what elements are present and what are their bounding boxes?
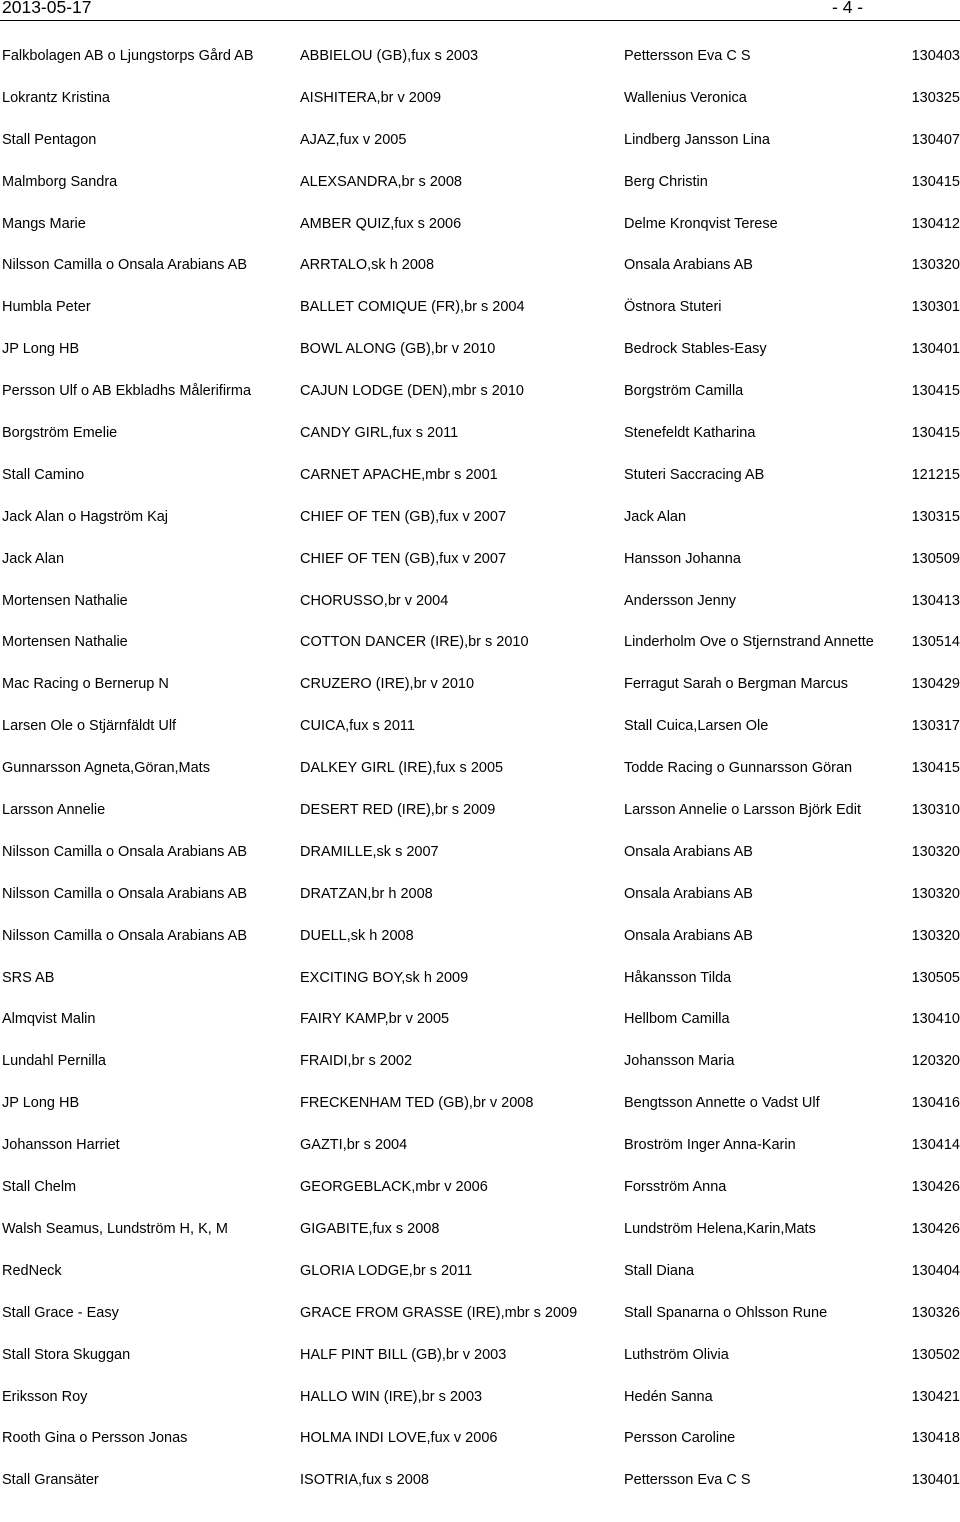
table-row (0, 1011, 960, 1061)
table-row (0, 48, 960, 98)
owner-cell: Nilsson Camilla o Onsala Arabians AB (2, 257, 248, 274)
horse-cell: ISOTRIA,fux s 2008 (300, 1472, 429, 1489)
date-code-cell: 130415 (911, 173, 960, 190)
new-owner-cell: Stuteri Saccracing AB (624, 466, 765, 483)
page-header (0, 0, 960, 21)
horse-cell: DUELL,sk h 2008 (300, 927, 414, 944)
date-code-cell: 130426 (911, 1179, 960, 1196)
owner-cell: Mac Racing o Bernerup N (2, 676, 169, 693)
new-owner-cell: Broström Inger Anna-Karin (624, 1137, 796, 1154)
owner-cell: Stall Camino (2, 466, 85, 483)
date-code-cell: 130320 (911, 257, 960, 274)
date-code-cell: 121215 (911, 466, 960, 483)
owner-cell: Stall Grace - Easy (2, 1304, 119, 1321)
table-row (0, 1220, 960, 1271)
date-code-cell: 130413 (911, 592, 960, 609)
new-owner-cell: Lundström Helena,Karin,Mats (624, 1220, 816, 1237)
horse-cell: CAJUN LODGE (DEN),mbr s 2010 (300, 383, 524, 400)
horse-cell: HALF PINT BILL (GB),br v 2003 (300, 1346, 507, 1363)
owner-cell: Humbla Peter (2, 299, 91, 316)
new-owner-cell: Borgström Camilla (624, 383, 744, 400)
date-code-cell: 130326 (911, 1304, 960, 1321)
date-code-cell: 130315 (911, 508, 960, 525)
owner-cell: Falkbolagen AB o Ljungstorps Gård AB (2, 48, 254, 64)
date-code-cell: 130421 (911, 1388, 960, 1405)
table-row (0, 969, 960, 1020)
horse-cell: DRATZAN,br h 2008 (300, 885, 433, 902)
new-owner-cell: Lindberg Jansson Lina (624, 131, 770, 148)
new-owner-cell: Ferragut Sarah o Bergman Marcus (624, 676, 849, 693)
horse-cell: FRAIDI,br s 2002 (300, 1053, 413, 1070)
new-owner-cell: Wallenius Veronica (624, 89, 747, 106)
horse-cell: DESERT RED (IRE),br s 2009 (300, 802, 496, 819)
table-row (0, 173, 960, 224)
owner-cell: Malmborg Sandra (2, 173, 118, 190)
new-owner-cell: Linderholm Ove o Stjernstrand Annette (624, 634, 874, 651)
owner-cell: Lundahl Pernilla (2, 1053, 106, 1070)
date-code-cell: 130403 (911, 48, 960, 64)
date-code-cell: 120320 (911, 1053, 960, 1070)
horse-cell: CUICA,fux s 2011 (300, 718, 415, 735)
horse-cell: ALEXSANDRA,br s 2008 (300, 173, 462, 190)
new-owner-cell: Bedrock Stables-Easy (624, 341, 767, 358)
owner-cell: Mortensen Nathalie (2, 634, 128, 651)
new-owner-cell: Onsala Arabians AB (624, 927, 753, 944)
owner-cell: RedNeck (2, 1262, 62, 1279)
table-row (0, 927, 960, 978)
date-code-cell: 130502 (911, 1346, 960, 1363)
date-code-cell: 130407 (911, 131, 960, 148)
table-row (0, 383, 960, 433)
new-owner-cell: Stall Spanarna o Ohlsson Rune (624, 1304, 828, 1321)
date-code-cell: 130415 (911, 425, 960, 442)
owner-cell: Gunnarsson Agneta,Göran,Mats (2, 760, 210, 777)
horse-cell: ABBIELOU (GB),fux s 2003 (300, 48, 479, 64)
owner-cell: SRS AB (2, 969, 55, 986)
owner-cell: Rooth Gina o Persson Jonas (2, 1430, 188, 1447)
owner-cell: Mangs Marie (2, 215, 86, 232)
date-code-cell: 130415 (911, 383, 960, 400)
horse-cell: BALLET COMIQUE (FR),br s 2004 (300, 299, 525, 316)
owner-cell: Nilsson Camilla o Onsala Arabians AB (2, 927, 248, 944)
date-code-cell: 130429 (911, 676, 960, 693)
horse-cell: FRECKENHAM TED (GB),br v 2008 (300, 1095, 534, 1112)
horse-cell: DALKEY GIRL (IRE),fux s 2005 (300, 760, 504, 777)
new-owner-cell: Pettersson Eva C S (624, 48, 751, 64)
horse-cell: COTTON DANCER (IRE),br s 2010 (300, 634, 529, 651)
horse-cell: CRUZERO (IRE),br v 2010 (300, 676, 475, 693)
horse-cell: CHIEF OF TEN (GB),fux v 2007 (300, 550, 507, 567)
new-owner-cell: Pettersson Eva C S (624, 1472, 751, 1489)
date-code-cell: 130317 (911, 718, 960, 735)
owner-cell: Larsen Ole o Stjärnfäldt Ulf (2, 718, 177, 735)
date-code-cell: 130509 (911, 550, 960, 567)
table-row (0, 1472, 960, 1522)
date-code-cell: 130404 (911, 1262, 960, 1279)
new-owner-cell: Stall Diana (624, 1262, 695, 1279)
table-row (0, 89, 960, 140)
date-code-cell: 130401 (911, 341, 960, 358)
horse-cell: GLORIA LODGE,br s 2011 (300, 1262, 473, 1279)
owner-cell: Nilsson Camilla o Onsala Arabians AB (2, 885, 248, 902)
owner-cell: Larsson Annelie (2, 802, 106, 819)
owner-cell: Walsh Seamus, Lundström H, K, M (2, 1220, 228, 1237)
horse-cell: AJAZ,fux v 2005 (300, 131, 407, 148)
owner-cell: Stall Pentagon (2, 131, 97, 148)
date-code-cell: 130418 (911, 1430, 960, 1447)
horse-cell: BOWL ALONG (GB),br v 2010 (300, 341, 496, 358)
date-code-cell: 130310 (911, 802, 960, 819)
horse-cell: GRACE FROM GRASSE (IRE),mbr s 2009 (300, 1304, 578, 1321)
new-owner-cell: Johansson Maria (624, 1053, 735, 1070)
owner-cell: Nilsson Camilla o Onsala Arabians AB (2, 843, 248, 860)
new-owner-cell: Berg Christin (624, 173, 708, 190)
new-owner-cell: Onsala Arabians AB (624, 885, 753, 902)
owner-cell: Almqvist Malin (2, 1011, 96, 1028)
horse-cell: CHIEF OF TEN (GB),fux v 2007 (300, 508, 507, 525)
new-owner-cell: Luthström Olivia (624, 1346, 729, 1363)
owner-cell: Persson Ulf o AB Ekbladhs Målerifirma (2, 383, 252, 400)
new-owner-cell: Forsström Anna (624, 1179, 727, 1196)
date-code-cell: 130325 (911, 89, 960, 106)
date-code-cell: 130514 (911, 634, 960, 651)
horse-cell: CARNET APACHE,mbr s 2001 (300, 466, 498, 483)
horse-cell: GIGABITE,fux s 2008 (300, 1220, 440, 1237)
owner-cell: JP Long HB (2, 341, 80, 358)
new-owner-cell: Todde Racing o Gunnarsson Göran (624, 760, 853, 777)
table-row (0, 131, 960, 182)
registration-list (0, 48, 960, 1522)
owner-cell: Stall Chelm (2, 1179, 77, 1196)
owner-cell: JP Long HB (2, 1095, 80, 1112)
horse-cell: AMBER QUIZ,fux s 2006 (300, 215, 462, 232)
new-owner-cell: Hansson Johanna (624, 550, 741, 567)
owner-cell: Stall Gransäter (2, 1472, 99, 1489)
new-owner-cell: Håkansson Tilda (624, 969, 732, 986)
owner-cell: Mortensen Nathalie (2, 592, 128, 609)
new-owner-cell: Jack Alan (624, 508, 687, 525)
new-owner-cell: Andersson Jenny (624, 592, 737, 609)
page-number: - 4 - (832, 0, 864, 17)
owner-cell: Borgström Emelie (2, 425, 118, 442)
date-code-cell: 130415 (911, 760, 960, 777)
horse-cell: HALLO WIN (IRE),br s 2003 (300, 1388, 483, 1405)
owner-cell: Jack Alan (2, 550, 65, 567)
new-owner-cell: Persson Caroline (624, 1430, 736, 1447)
date-code-cell: 130426 (911, 1220, 960, 1237)
table-row (0, 550, 960, 601)
owner-cell: Stall Stora Skuggan (2, 1346, 131, 1363)
horse-cell: AISHITERA,br v 2009 (300, 89, 442, 106)
owner-cell: Johansson Harriet (2, 1137, 120, 1154)
header-date: 2013-05-17 (2, 0, 92, 17)
new-owner-cell: Stenefeldt Katharina (624, 425, 756, 442)
owner-cell: Lokrantz Kristina (2, 89, 110, 106)
horse-cell: CHORUSSO,br v 2004 (300, 592, 449, 609)
horse-cell: GEORGEBLACK,mbr v 2006 (300, 1179, 488, 1196)
horse-cell: CANDY GIRL,fux s 2011 (300, 425, 459, 442)
date-code-cell: 130414 (911, 1137, 960, 1154)
date-code-cell: 130412 (911, 215, 960, 232)
table-row (0, 1095, 960, 1145)
new-owner-cell: Onsala Arabians AB (624, 843, 753, 860)
new-owner-cell: Larsson Annelie o Larsson Björk Edit (624, 802, 861, 819)
date-code-cell: 130416 (911, 1095, 960, 1112)
new-owner-cell: Onsala Arabians AB (624, 257, 753, 274)
date-code-cell: 130320 (911, 885, 960, 902)
date-code-cell: 130320 (911, 843, 960, 860)
new-owner-cell: Hellbom Camilla (624, 1011, 730, 1028)
new-owner-cell: Östnora Stuteri (624, 299, 722, 316)
horse-cell: GAZTI,br s 2004 (300, 1137, 408, 1154)
horse-cell: ARRTALO,sk h 2008 (300, 257, 435, 274)
horse-cell: EXCITING BOY,sk h 2009 (300, 969, 469, 986)
date-code-cell: 130320 (911, 927, 960, 944)
owner-cell: Eriksson Roy (2, 1388, 88, 1405)
date-code-cell: 130410 (911, 1011, 960, 1028)
horse-cell: FAIRY KAMP,br v 2005 (300, 1011, 450, 1028)
new-owner-cell: Bengtsson Annette o Vadst Ulf (624, 1095, 820, 1112)
owner-cell: Jack Alan o Hagström Kaj (2, 508, 169, 525)
horse-cell: HOLMA INDI LOVE,fux v 2006 (300, 1430, 498, 1447)
new-owner-cell: Stall Cuica,Larsen Ole (624, 718, 769, 735)
horse-cell: DRAMILLE,sk s 2007 (300, 843, 439, 860)
new-owner-cell: Delme Kronqvist Terese (624, 215, 778, 232)
date-code-cell: 130301 (911, 299, 960, 316)
date-code-cell: 130401 (911, 1472, 960, 1489)
date-code-cell: 130505 (911, 969, 960, 986)
table-row (0, 1430, 960, 1480)
new-owner-cell: Hedén Sanna (624, 1388, 713, 1405)
